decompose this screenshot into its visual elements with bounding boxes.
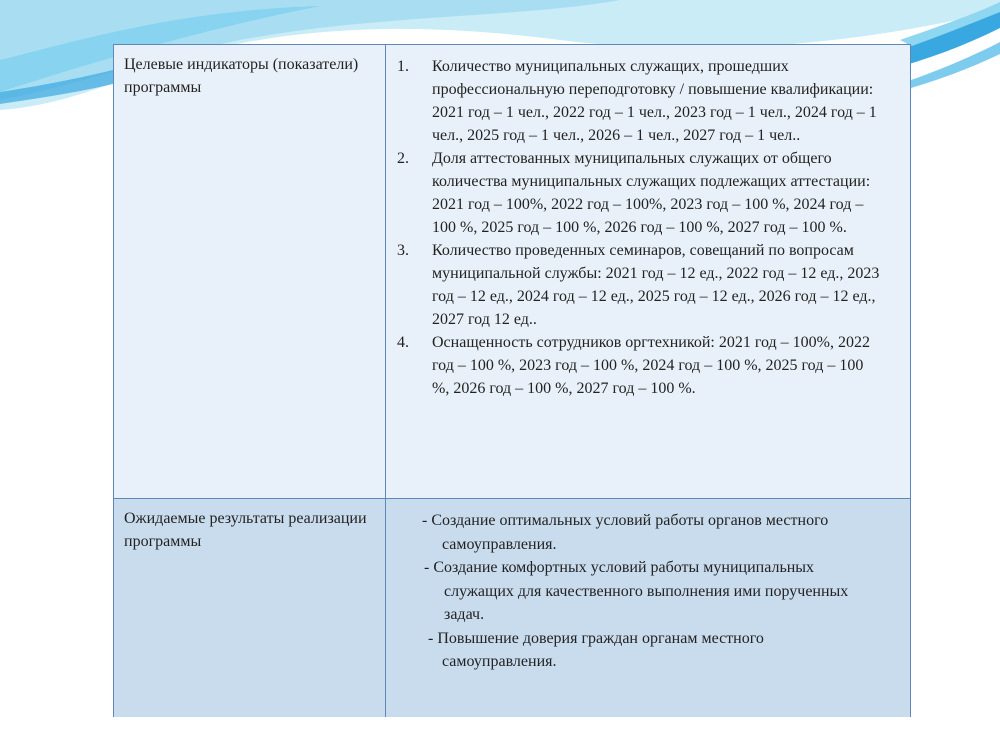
list-item: [386, 147, 880, 239]
item-text: Количество муниципальных служащих, прошедших профессиональную переподготовку / повышение квалификации: 2021 год – 1 чел., 2022 год – 1 чел., 2023 год – 1 чел., 2024 год – 1 чел., 2025 год – 1 чел., 2026 – 1 чел., 2027 год – 1 чел..: [432, 58, 877, 144]
results-label: Ожидаемые результаты реализации программы: [124, 510, 367, 550]
item-number: 1.: [397, 58, 409, 75]
item-number: 3.: [397, 242, 409, 259]
list-item: [386, 331, 880, 400]
program-table: [113, 44, 911, 717]
result-item: - Создание комфортных условий работы муниципальных служащих для качественного выполнения ими порученных задач.: [424, 559, 849, 623]
list-item: [386, 239, 880, 331]
item-number: 2.: [397, 150, 409, 167]
result-item: - Создание оптимальных условий работы органов местного самоуправления.: [422, 512, 829, 553]
item-text: Оснащенность сотрудников оргтехникой: 2021 год – 100%, 2022 год – 100 %, 2023 год – 100 %, 2024 год – 100 %, 2025 год – 100 %, 2026 год – 100 %, 2027 год – 100 %.: [432, 334, 871, 397]
results-content-cell: [386, 499, 910, 717]
results-label-cell: [114, 499, 386, 717]
item-number: 4.: [397, 334, 409, 351]
item-text: Доля аттестованных муниципальных служащих от общего количества муниципальных служащих подлежащих аттестации: 2021 год – 100%, 2022 год – 100%, 2023 год – 100 %, 2024 год – 100 %, 2025 год – 100 %, 2026 год – 100 %, 2027 год – 100 %.: [432, 150, 871, 236]
results-row: [114, 498, 910, 717]
indicators-label-cell: [114, 45, 386, 498]
result-item: - Повышение доверия граждан органам местного самоуправления.: [428, 629, 764, 670]
item-text: Количество проведенных семинаров, совещаний по вопросам муниципальной службы: 2021 год – 12 ед., 2022 год – 12 ед., 2023 год – 12 ед., 2024 год – 12 ед., 2025 год – 12 ед., 2026 год – 12 ед., 2027 год 12 ед..: [432, 242, 880, 328]
indicators-label: Целевые индикаторы (показатели) программы: [124, 56, 359, 96]
indicators-row: [114, 45, 910, 498]
indicators-content-cell: [386, 45, 910, 498]
list-item: [386, 55, 880, 147]
indicators-list: [386, 45, 910, 400]
